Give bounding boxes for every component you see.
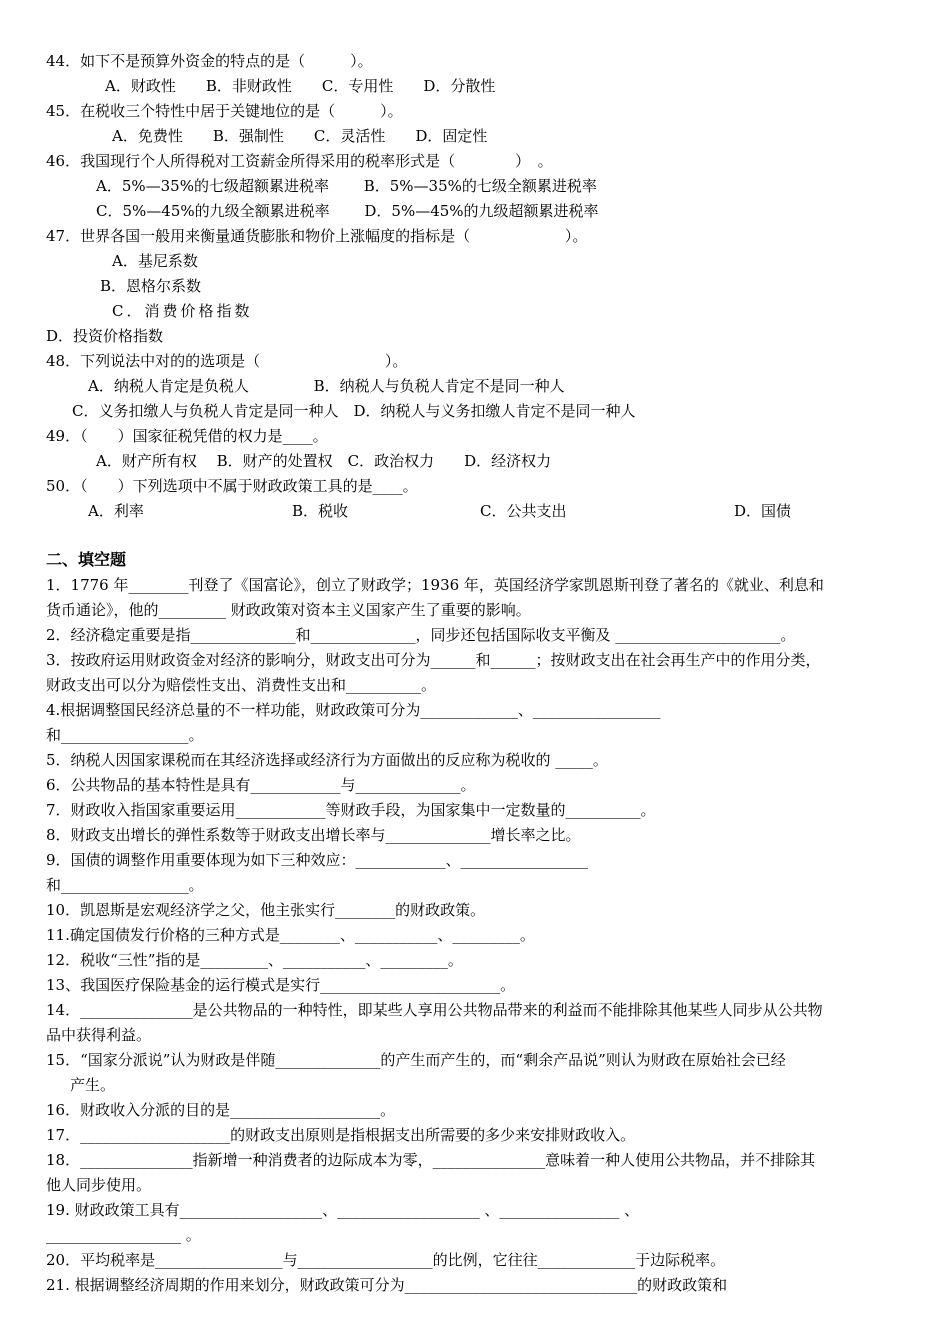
fill-line-21: 21. 根据调整经济周期的作用来划分，财政政策可分为_______________________________的财政政策和	[46, 1276, 728, 1294]
fill-line-17: 17．____________________的财政支出原则是指根据支出所需要的多少来安排财政收入。	[46, 1126, 636, 1144]
fill-line-19b: __________________ 。	[46, 1226, 201, 1244]
section-title: 二、填空题	[46, 550, 127, 569]
question-50-option-a: A．利率	[88, 502, 144, 520]
question-44-options: A．财政性 B．非财政性 C．专用性 D．分散性	[105, 77, 496, 95]
fill-line-12: 12．税收“三性”指的是_________、___________、_________。	[46, 951, 463, 969]
fill-line-14b: 品中获得利益。	[46, 1026, 152, 1044]
question-47-option-c: C．消费价格指数	[112, 302, 253, 320]
question-47-option-a: A．基尼系数	[112, 252, 198, 270]
question-49-stem: 49．（ ）国家征税凭借的权力是____。	[46, 427, 328, 445]
fill-line-19a: 19. 财政政策工具有___________________、___________________ 、________________ 、	[46, 1201, 640, 1219]
question-48-options-row1: A．纳税人肯定是负税人 B．纳税人与负税人肯定不是同一种人	[88, 377, 565, 395]
question-47-stem: 47．世界各国一般用来衡量通货膨胀和物价上涨幅度的指标是（ ）。	[46, 227, 588, 245]
fill-line-8: 8．财政支出增长的弹性系数等于财政支出增长率与______________增长率之比。	[46, 826, 581, 844]
question-47-option-b: B．恩格尔系数	[100, 277, 202, 295]
fill-line-4a: 4.根据调整国民经济总量的不一样功能，财政政策可分为_____________、_________________	[46, 701, 661, 719]
fill-line-11: 11.确定国债发行价格的三种方式是________、___________、_________。	[46, 926, 535, 944]
fill-line-4b: 和_________________。	[46, 726, 204, 744]
fill-line-16: 16．财政收入分派的目的是____________________。	[46, 1101, 396, 1119]
fill-line-14a: 14．_______________是公共物品的一种特性，即某些人享用公共物品带来的利益而不能排除其他某些人同步从公共物	[46, 1001, 823, 1019]
question-50-stem: 50．（ ）下列选项中不属于财政政策工具的是____。	[46, 477, 418, 495]
question-48-stem: 48．下列说法中对的的选项是（ ）。	[46, 352, 408, 370]
question-47-option-d: D．投资价格指数	[46, 327, 164, 345]
fill-line-2: 2．经济稳定重要是指______________和______________，同步还包括国际收支平衡及 ______________________。	[46, 626, 796, 644]
fill-line-1a: 1．1776 年________刊登了《国富论》，创立了财政学；1936 年，英国经济学家凯恩斯刊登了著名的《就业、利息和	[46, 576, 824, 594]
fill-line-15a: 15．“国家分派说”认为财政是伴随______________的产生而产生的，而“剩余产品说”则认为财政在原始社会已经	[46, 1051, 786, 1069]
question-48-options-row2: C．义务扣缴人与负税人肯定是同一种人 D．纳税人与义务扣缴人肯定不是同一种人	[72, 402, 636, 420]
fill-line-10: 10．凯恩斯是宏观经济学之父，他主张实行________的财政政策。	[46, 901, 486, 919]
fill-line-7: 7．财政收入指国家重要运用____________等财政手段，为国家集中一定数量的__________。	[46, 801, 656, 819]
fill-line-9a: 9．国债的调整作用重要体现为如下三种效应：____________、_________________	[46, 851, 589, 869]
question-46-options-row2: C．5%—45%的九级全额累进税率 D．5%—45%的九级超额累进税率	[96, 202, 599, 220]
question-45-options: A．免费性 B．强制性 C．灵活性 D．固定性	[112, 127, 488, 145]
question-50-option-d: D．国债	[734, 502, 792, 520]
fill-line-6: 6．公共物品的基本特性是具有____________与______________。	[46, 776, 476, 794]
fill-line-1b: 货币通论》，他的_________ 财政政策对资本主义国家产生了重要的影响。	[46, 601, 531, 619]
fill-line-15b: 产生。	[70, 1076, 116, 1094]
fill-line-3b: 财政支出可以分为赔偿性支出、消费性支出和__________。	[46, 676, 437, 694]
question-50-option-c: C．公共支出	[480, 502, 567, 520]
fill-line-3a: 3．按政府运用财政资金对经济的影响分，财政支出可分为______和______；按财政支出在社会再生产中的作用分类，	[46, 651, 821, 669]
fill-line-5: 5．纳税人因国家课税而在其经济选择或经济行为方面做出的反应称为税收的 _____。	[46, 751, 608, 769]
question-49-options: A．财产所有权 B．财产的处置权 C．政治权力 D．经济权力	[96, 452, 552, 470]
fill-line-13: 13、我国医疗保险基金的运行模式是实行________________________。	[46, 976, 516, 994]
fill-line-18b: 他人同步使用。	[46, 1176, 152, 1194]
question-46-options-row1: A．5%—35%的七级超额累进税率 B．5%—35%的七级全额累进税率	[96, 177, 597, 195]
fill-line-20: 20．平均税率是_________________与__________________的比例，它往往_____________于边际税率。	[46, 1251, 726, 1269]
question-46-stem: 46．我国现行个人所得税对工资薪金所得采用的税率形式是（ ） 。	[46, 152, 553, 170]
fill-line-18a: 18．_______________指新增一种消费者的边际成本为零，_______________意味着一种人使用公共物品，并不排除其	[46, 1151, 816, 1169]
question-44-stem: 44．如下不是预算外资金的特点的是（ ）。	[46, 52, 373, 70]
question-50-option-b: B．税收	[292, 502, 349, 520]
question-45-stem: 45．在税收三个特性中居于关键地位的是（ ）。	[46, 102, 403, 120]
fill-line-9b: 和_________________。	[46, 876, 204, 894]
